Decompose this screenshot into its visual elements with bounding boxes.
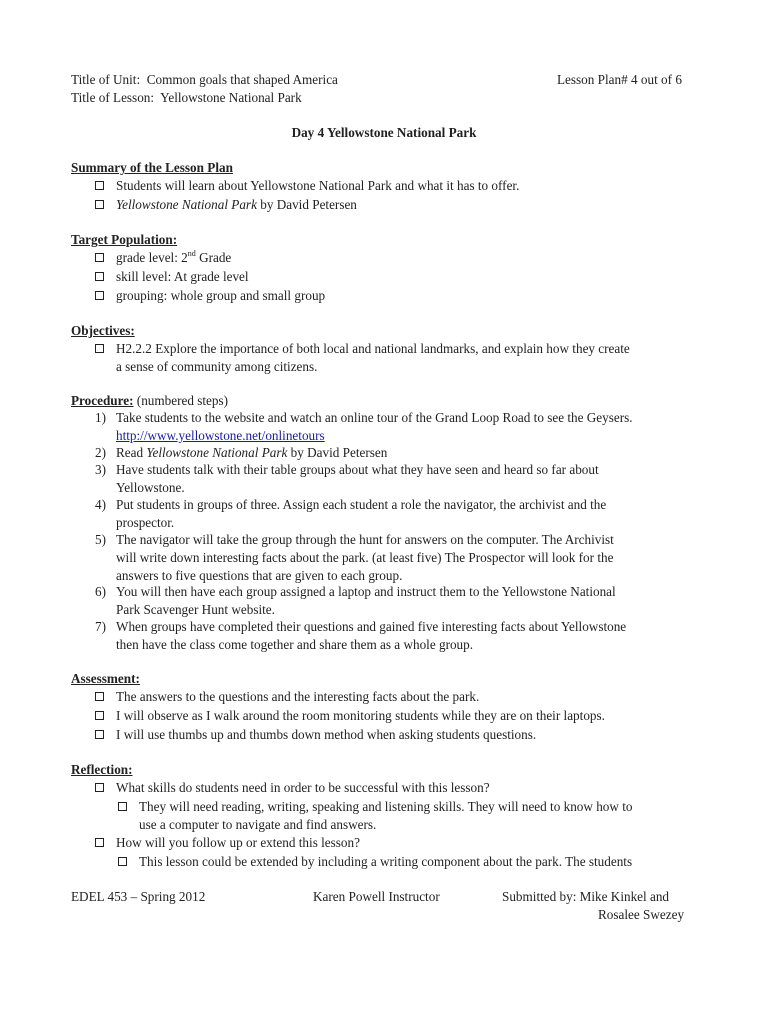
- step-text: Have students talk with their table groups about what they have seen and heard so far about: [116, 462, 599, 477]
- lesson-title-line: [71, 89, 302, 106]
- grade-level-suffix: Grade: [195, 250, 232, 265]
- assessment-heading: Assessment:: [71, 671, 140, 686]
- checkbox-bullet-icon: [95, 344, 104, 353]
- checkbox-bullet-icon: [95, 692, 104, 701]
- reflection-answer-text: use a computer to navigate and find answers.: [139, 817, 377, 832]
- unit-title-line: [71, 71, 338, 88]
- step-number: 1): [95, 410, 106, 425]
- checkbox-bullet-icon: [118, 857, 127, 866]
- checkbox-bullet-icon: [95, 291, 104, 300]
- checkbox-bullet-icon: [95, 272, 104, 281]
- book-title: Yellowstone National Park: [116, 197, 257, 212]
- step-text: Yellowstone.: [116, 480, 185, 495]
- step-number: 6): [95, 584, 106, 599]
- step-text: When groups have completed their questions and gained five interesting facts about Yellowstone: [116, 619, 627, 634]
- checkbox-bullet-icon: [118, 802, 127, 811]
- checkbox-bullet-icon: [95, 838, 104, 847]
- step-number: 2): [95, 445, 106, 460]
- procedure-note: (numbered steps): [133, 393, 228, 408]
- book-title: Yellowstone National Park: [146, 445, 288, 460]
- lesson-plan-number: Lesson Plan# 4 out of 6: [557, 72, 682, 87]
- footer-submitted-second: Rosalee Swezey: [598, 907, 685, 922]
- unit-value: Common goals that shaped America: [146, 72, 338, 87]
- step-text: Park Scavenger Hunt website.: [116, 602, 275, 617]
- reflection-question-text: What skills do students need in order to be successful with this lesson?: [116, 780, 490, 795]
- objective-line-1: H2.2.2 Explore the importance of both local and national landmarks, and explain how they create: [116, 341, 630, 356]
- reflection-answer-text: This lesson could be extended by including a writing component about the park. The students: [139, 854, 633, 869]
- summary-heading: Summary of the Lesson Plan: [71, 160, 233, 175]
- reflection-answer-text: They will need reading, writing, speaking and listening skills. They will need to know how to: [139, 799, 633, 814]
- grade-level-text: grade level: 2: [116, 250, 188, 265]
- checkbox-bullet-icon: [95, 253, 104, 262]
- target-heading: Target Population:: [71, 232, 178, 247]
- step-number: 3): [95, 462, 106, 477]
- checkbox-bullet-icon: [95, 783, 104, 792]
- skill-level: skill level: At grade level: [116, 269, 249, 284]
- procedure-heading: Procedure:: [71, 393, 134, 408]
- step-text: [116, 444, 716, 462]
- summary-item-text: Students will learn about Yellowstone National Park and what it has to offer.: [116, 178, 520, 193]
- objectives-heading: Objectives:: [71, 323, 135, 338]
- checkbox-bullet-icon: [95, 730, 104, 739]
- grouping: grouping: whole group and small group: [116, 288, 326, 303]
- footer-submitted: Submitted by: Mike Kinkel and: [502, 889, 670, 904]
- step-text: The navigator will take the group through the hunt for answers on the computer. The Archivist: [116, 532, 614, 547]
- summary-item-text: [116, 196, 357, 214]
- procedure-heading-line: [71, 392, 228, 409]
- book-author: by David Petersen: [256, 197, 357, 212]
- step-text: prospector.: [116, 515, 175, 530]
- objective-line-2: a sense of community among citizens.: [116, 359, 318, 374]
- grade-level: [116, 249, 231, 267]
- book-author: by David Petersen: [287, 445, 388, 460]
- footer-course: EDEL 453 – Spring 2012: [71, 889, 206, 904]
- assessment-text: The answers to the questions and the interesting facts about the park.: [116, 689, 480, 704]
- step-text: answers to five questions that are given to each group.: [116, 568, 403, 583]
- reflection-question-text: How will you follow up or extend this lesson?: [116, 835, 360, 850]
- step-text-pre: Read: [116, 445, 147, 460]
- unit-label: Title of Unit:: [71, 72, 141, 87]
- step-text: You will then have each group assigned a laptop and instruct them to the Yellowstone National: [116, 584, 616, 599]
- online-tour-link[interactable]: http://www.yellowstone.net/onlinetours: [116, 428, 325, 443]
- lesson-value: Yellowstone National Park: [160, 90, 302, 105]
- step-text: Put students in groups of three. Assign each student a role the navigator, the archivist and the: [116, 497, 607, 512]
- step-number: 4): [95, 497, 106, 512]
- step-text: Take students to the website and watch an online tour of the Grand Loop Road to see the Geysers.: [116, 410, 633, 425]
- grade-superscript: nd: [187, 249, 196, 258]
- step-text: then have the class come together and share them as a whole group.: [116, 637, 474, 652]
- lesson-label: Title of Lesson:: [71, 90, 155, 105]
- checkbox-bullet-icon: [95, 200, 104, 209]
- assessment-text: I will use thumbs up and thumbs down method when asking students questions.: [116, 727, 537, 742]
- checkbox-bullet-icon: [95, 181, 104, 190]
- step-number: 7): [95, 619, 106, 634]
- footer-instructor: Karen Powell Instructor: [313, 889, 440, 904]
- assessment-text: I will observe as I walk around the room monitoring students while they are on their laptops.: [116, 708, 605, 723]
- day-title: Day 4 Yellowstone National Park: [291, 125, 477, 140]
- reflection-heading: Reflection:: [71, 762, 133, 777]
- step-number: 5): [95, 532, 106, 547]
- step-text: will write down interesting facts about the park. (at least five) The Prospector will look for the: [116, 550, 614, 565]
- checkbox-bullet-icon: [95, 711, 104, 720]
